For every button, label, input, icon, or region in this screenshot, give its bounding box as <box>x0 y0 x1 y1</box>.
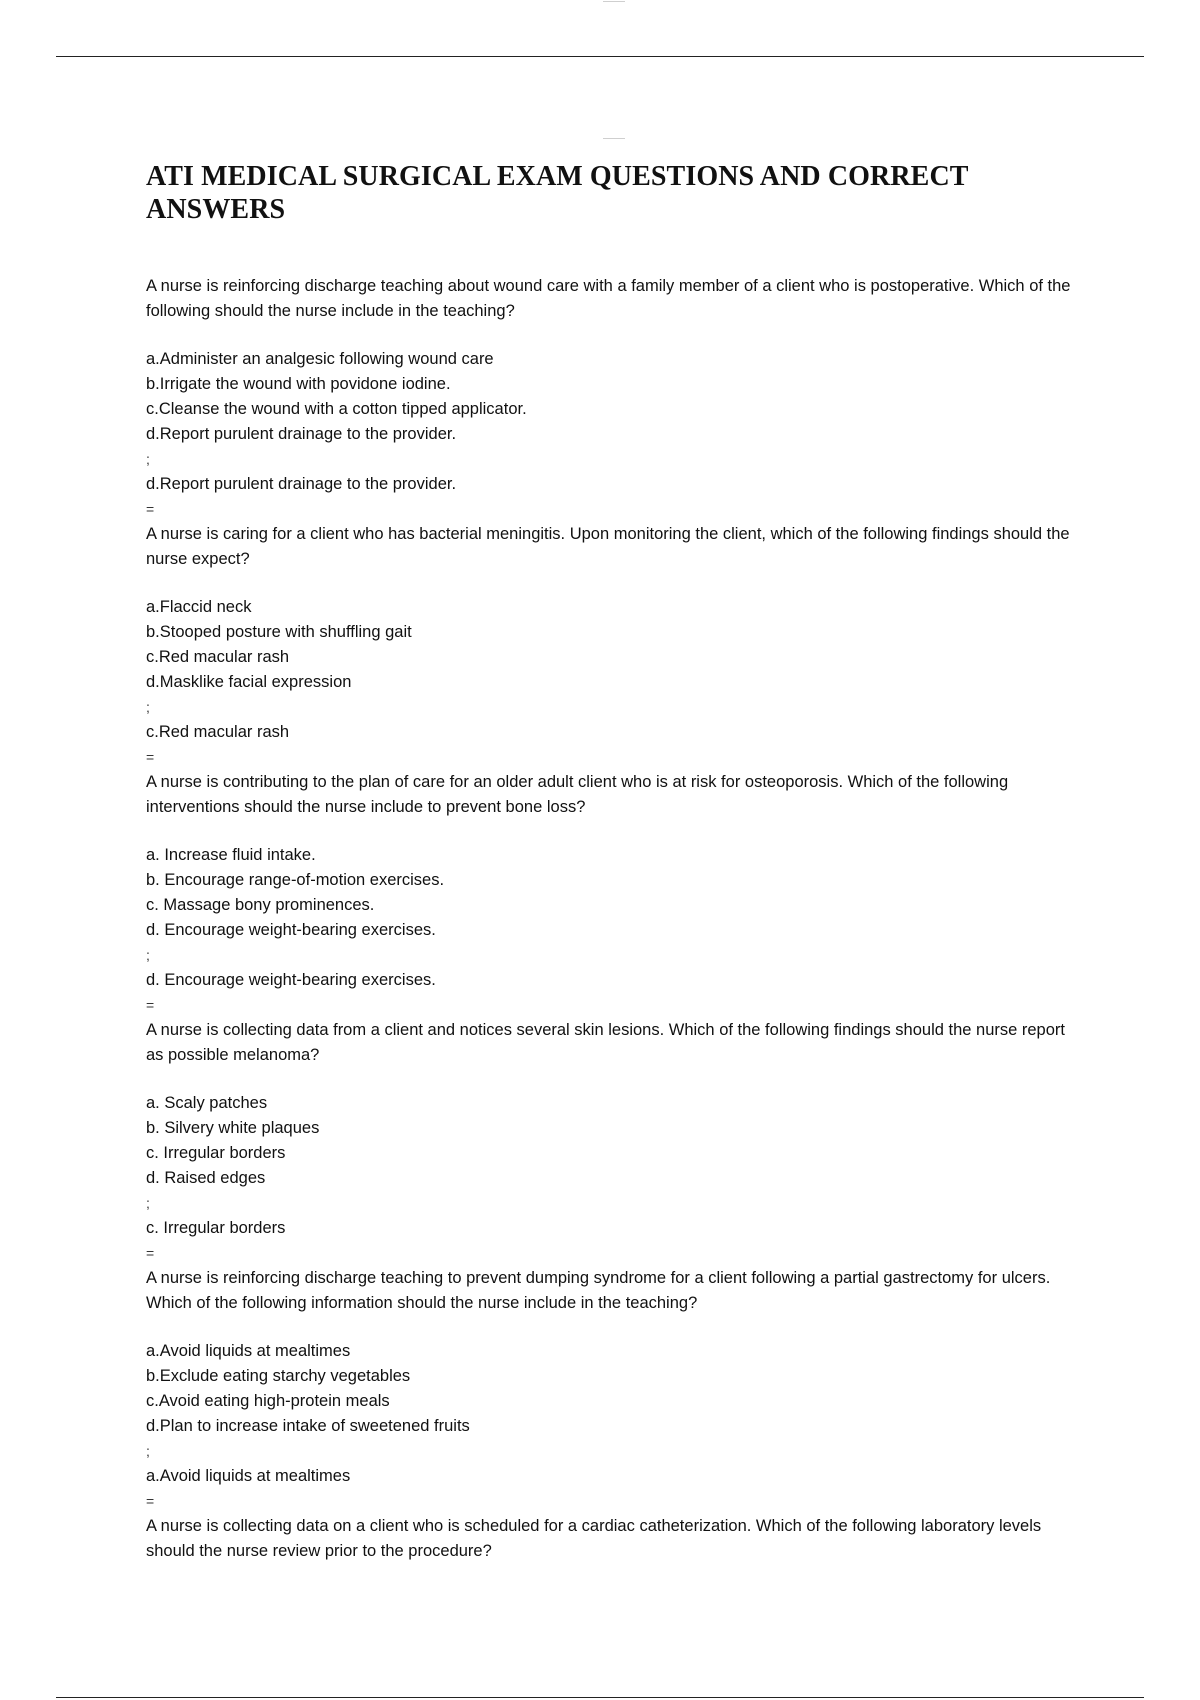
answer-option: a.Flaccid neck <box>146 598 252 616</box>
answer-option: d.Plan to increase intake of sweetened fruits <box>146 1417 470 1435</box>
answer-option: c. Irregular borders <box>146 1144 286 1162</box>
question-end-marker: = <box>146 1493 155 1509</box>
answer-separator: ; <box>146 1195 150 1211</box>
page-mark-top <box>603 1 625 2</box>
question-end-marker: = <box>146 997 155 1013</box>
answer-option: d. Raised edges <box>146 1169 266 1187</box>
question-text: A nurse is collecting data on a client who is scheduled for a cardiac catheterization. Which of the following laboratory levels should the nurse review prior to the procedure? <box>146 1517 1042 1560</box>
answer-option: b.Irrigate the wound with povidone iodine. <box>146 375 451 393</box>
answer-option: c.Cleanse the wound with a cotton tipped applicator. <box>146 400 527 418</box>
question-text: A nurse is caring for a client who has bacterial meningitis. Upon monitoring the client, which of the following findings should the nurse expect? <box>146 525 1070 568</box>
question-end-marker: = <box>146 749 155 765</box>
answer-option: c.Avoid eating high-protein meals <box>146 1392 390 1410</box>
question-block <box>146 770 1086 1018</box>
answer-option: d. Encourage weight-bearing exercises. <box>146 921 436 939</box>
answer-option: c. Massage bony prominences. <box>146 896 375 914</box>
answer-option: a. Scaly patches <box>146 1094 268 1112</box>
question-end-marker: = <box>146 1245 155 1261</box>
question-text: A nurse is contributing to the plan of care for an older adult client who is at risk for osteoporosis. Which of the following interventions should the nurse include to prevent bone loss? <box>146 773 1009 816</box>
answer-separator: ; <box>146 451 150 467</box>
question-text: A nurse is reinforcing discharge teaching to prevent dumping syndrome for a client following a partial gastrectomy for ulcers. Which of the following information should the nurse include in the teaching? <box>146 1269 1051 1312</box>
answer-option: c.Red macular rash <box>146 648 290 666</box>
answer-option: b. Silvery white plaques <box>146 1119 320 1137</box>
page-mark-mid <box>603 138 625 139</box>
top-divider <box>56 56 1144 57</box>
question-text: A nurse is reinforcing discharge teaching about wound care with a family member of a client who is postoperative. Which of the following should the nurse include in the teaching? <box>146 277 1071 320</box>
question-block <box>146 274 1086 522</box>
answer-option: a.Avoid liquids at mealtimes <box>146 1342 351 1360</box>
bottom-divider <box>56 1697 1144 1698</box>
answer-option: b.Stooped posture with shuffling gait <box>146 623 412 641</box>
answer-separator: ; <box>146 947 150 963</box>
answer-option: d.Masklike facial expression <box>146 673 352 691</box>
correct-answer: d. Encourage weight-bearing exercises. <box>146 971 436 989</box>
answer-separator: ; <box>146 1443 150 1459</box>
correct-answer: c. Irregular borders <box>146 1219 286 1237</box>
question-block <box>146 522 1086 770</box>
question-block <box>146 1266 1086 1514</box>
answer-option: b.Exclude eating starchy vegetables <box>146 1367 411 1385</box>
document-body <box>146 160 1086 1564</box>
correct-answer: c.Red macular rash <box>146 723 290 741</box>
document-title: ATI MEDICAL SURGICAL EXAM QUESTIONS AND CORRECT ANSWERS <box>146 161 969 225</box>
question-block <box>146 1018 1086 1266</box>
answer-separator: ; <box>146 699 150 715</box>
answer-option: a.Administer an analgesic following wound care <box>146 350 494 368</box>
correct-answer: d.Report purulent drainage to the provider. <box>146 475 457 493</box>
answer-option: b. Encourage range-of-motion exercises. <box>146 871 445 889</box>
correct-answer: a.Avoid liquids at mealtimes <box>146 1467 351 1485</box>
answer-option: d.Report purulent drainage to the provider. <box>146 425 457 443</box>
question-text: A nurse is collecting data from a client and notices several skin lesions. Which of the following findings should the nurse report as possible melanoma? <box>146 1021 1065 1064</box>
question-end-marker: = <box>146 501 155 517</box>
answer-option: a. Increase fluid intake. <box>146 846 316 864</box>
question-list <box>146 274 1086 1564</box>
